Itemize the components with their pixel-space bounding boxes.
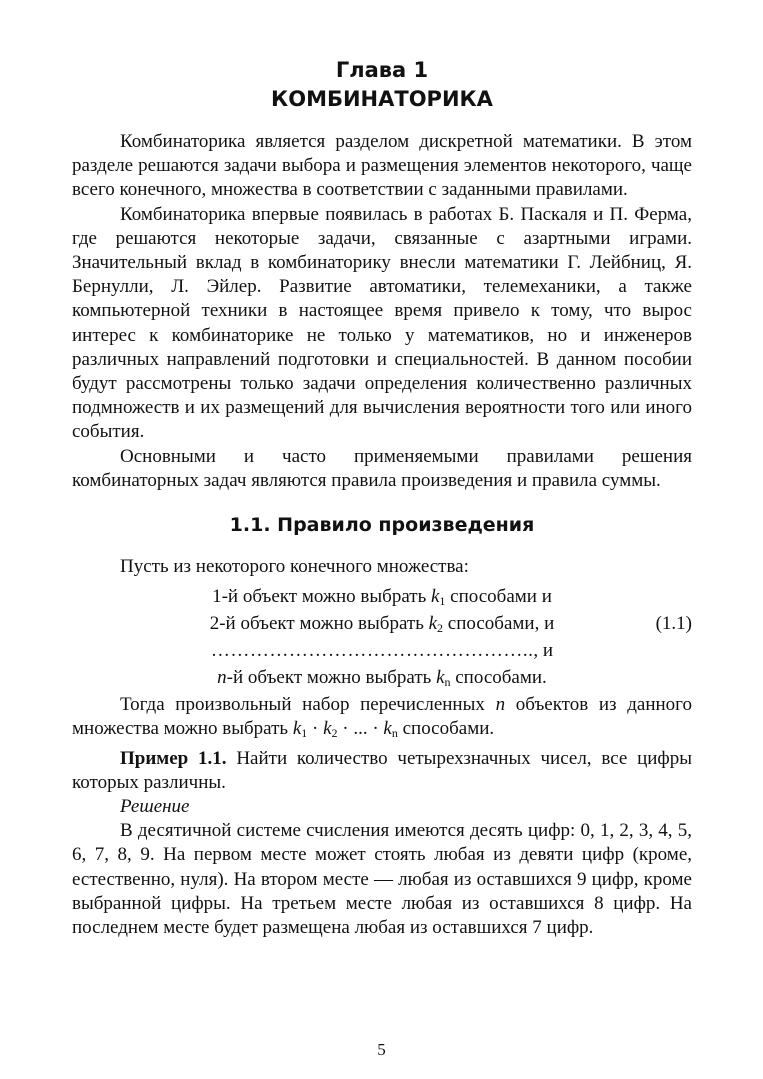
chapter-heading	[72, 56, 692, 114]
page-number: 5	[377, 1040, 386, 1059]
conclusion-operator: ·	[307, 718, 324, 740]
formula-variable: k	[428, 613, 438, 635]
conclusion-text: объектов из данного множества можно выбрать	[72, 694, 693, 740]
conclusion-text: Тогда произвольный набор перечисленных	[120, 694, 496, 716]
chapter-number: Глава 1	[335, 58, 429, 82]
intro-paragraph-2: Комбинаторика впервые появилась в работах Б. Паскаля и П. Ферма, где решаются некоторые задачи, связанные с азартными играми. Значительный вклад в комбинаторику внесли математики Г. Лейбниц, Я. Бернулли, Л. Эйлер. Развитие автоматики, телемеханики, а также компьютерной техники в настоящее время привело к тому, что вырос интерес к комбинаторике не только у математиков, но и инженеров различных направлений подготовки и специальностей. В данном пособии будут рассмотрены только задачи определения количественно различных подмножеств и их размещений для вычисления вероятности того или иного события.	[72, 203, 692, 443]
example-paragraph	[72, 747, 692, 795]
intro-paragraph-3: Основными и часто применяемыми правилами решения комбинаторных задач являются правила произведения и правила суммы.	[72, 445, 692, 491]
formula-subscript: n	[444, 675, 451, 690]
conclusion-subscript: 1	[301, 726, 308, 741]
formula-number: (1.1)	[655, 613, 692, 635]
formula-variable: k	[436, 667, 445, 689]
chapter-title: КОМБИНАТОРИКА	[271, 87, 493, 111]
conclusion-subscript: n	[391, 726, 398, 741]
formula-variable: n	[217, 667, 227, 689]
conclusion-variable: k	[292, 718, 302, 740]
formula-line-2	[72, 610, 692, 637]
conclusion-variable: k	[323, 718, 332, 740]
conclusion-variable: k	[383, 718, 392, 740]
formula-line-4	[72, 664, 692, 691]
formula-text: , и	[533, 640, 554, 662]
example-text: Найти количество четырехзначных чисел, все цифры которых различны.	[72, 747, 692, 793]
conclusion-text: способами.	[397, 718, 495, 740]
intro-paragraph-1: Комбинаторика является разделом дискретной математики. В этом разделе решаются задачи выбора и размещения элементов некоторого, чаще всего конечного, множества в соответствии с заданными правилами.	[72, 131, 692, 201]
formula-ellipsis: …………………………………………..	[210, 640, 534, 662]
conclusion-operator: · ... ·	[337, 718, 384, 740]
formula-text: способами, и	[443, 613, 555, 635]
conclusion-subscript: 2	[331, 726, 338, 741]
formula-text: -й объект можно выбрать	[226, 667, 437, 689]
rule-conclusion	[72, 693, 692, 741]
solution-paragraph: В десятичной системе счисления имеются десять цифр: 0, 1, 2, 3, 4, 5, 6, 7, 8, 9. На первом месте может стоять любая из девяти цифр (кроме, естественно, нуля). На втором месте — любая из оставшихся 9 цифр, кроме выбранной цифры. На третьем месте любая из оставшихся 8 цифр. На последнем месте будет размещена любая из оставшихся 7 цифр.	[72, 820, 692, 939]
formula-1-1	[72, 583, 692, 691]
conclusion-variable: n	[495, 694, 506, 716]
formula-text: способами и	[445, 586, 552, 608]
example-label: Пример 1.1.	[120, 747, 227, 769]
formula-line-1	[72, 583, 692, 610]
formula-text: способами.	[450, 667, 547, 689]
intro-section	[72, 130, 692, 493]
formula-line-3	[72, 637, 692, 664]
formula-subscript: 2	[437, 621, 444, 636]
section-lead-in: Пусть из некоторого конечного множества:	[120, 556, 469, 578]
formula-text: 2-й объект можно выбрать	[209, 613, 429, 635]
section-heading: 1.1. Правило произведения	[229, 514, 535, 537]
formula-text: 1-й объект можно выбрать	[212, 586, 431, 608]
page-content	[72, 56, 692, 940]
formula-subscript: 1	[439, 594, 446, 609]
solution-label: Решение	[120, 796, 190, 818]
formula-variable: k	[430, 586, 440, 608]
